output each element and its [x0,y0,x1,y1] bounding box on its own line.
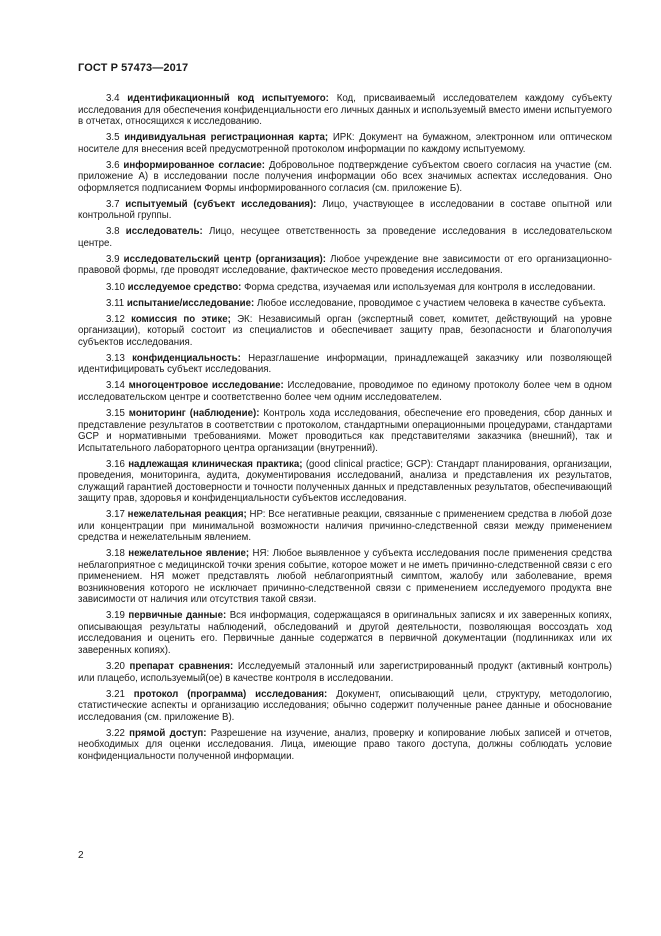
term-title: комиссия по этике; [131,313,231,325]
term-title: информированное согласие: [123,159,265,171]
term-entry [78,298,612,310]
term-definition: Разрешение на изучение, анализ, проверку и копирование любых записей и отчетов, необходимых для оценки исследования. Лица, имеющие право такого доступа, должны соблюдать условие конфиденциальности полученной информации. [78,727,612,762]
term-definition: Исследуемый эталонный или зарегистрированный продукт (активный контроль) или плацебо, используемый(ое) в качестве контроля в исследовании. [78,661,612,684]
term-number: 3.14 [106,380,125,392]
term-number: 3.10 [106,281,125,293]
term-number: 3.18 [106,548,125,560]
term-number: 3.22 [106,727,125,739]
term-entry [78,353,612,376]
term-title: первичные данные: [128,610,227,622]
term-entry [78,509,612,544]
term-entry [78,689,612,724]
document-header: ГОСТ Р 57473—2017 [78,62,189,74]
term-entry [78,661,612,684]
term-definition: (good clinical practice; GCP): Стандарт планирования, организации, проведения, мониторинга, аудита, документирования исследований, анализа и представления их результатов, служащий гарантией достоверности и точности полученных данных и представленных результатов, обеспечивающий защиту прав, здоровья и конфиденциальности субъектов исследования. [78,458,612,505]
term-entry [78,160,612,195]
term-entry [78,459,612,505]
term-definition: ИРК: Документ на бумажном, электронном или оптическом носителе для внесения всей предусмотренной протоколом информации по каждому испытуемому. [78,132,612,155]
term-definition: Исследование, проводимое по единому протоколу более чем в одном исследовательском центре и соответственно более чем одним исследователем. [78,380,612,403]
term-number: 3.9 [106,253,120,265]
term-entry [78,254,612,277]
term-number: 3.12 [106,313,125,325]
term-title: исследуемое средство: [127,281,242,293]
term-number: 3.15 [106,408,125,420]
term-title: исследовательский центр (организация): [123,253,326,265]
term-definition: Любое учреждение вне зависимости от его организационно-правовой формы, где проводят исследование, фактическое место проведения исследования. [78,253,612,277]
page-number: 2 [78,850,84,861]
term-number: 3.6 [106,159,120,171]
term-definition: Лицо, участвующее в исследовании в составе опытной или контрольной группы. [78,198,612,222]
term-number: 3.7 [106,198,120,210]
term-entry [78,314,612,349]
term-entry [78,610,612,656]
term-number: 3.8 [106,226,120,238]
term-entry [78,380,612,403]
term-title: конфиденциальность: [132,352,241,364]
term-definition: Форма средства, изучаемая или используемая для контроля в исследовании. [244,281,596,293]
term-title: нежелательное явление; [128,548,250,560]
term-number: 3.19 [106,610,125,622]
term-entry [78,728,612,763]
term-entry [78,226,612,249]
term-definition: Документ, описывающий цели, структуру, методологию, статистические аспекты и организацию исследования; обычно содержит полученные ранее данные и обоснование исследования (см. приложение В). [78,688,612,723]
term-number: 3.5 [106,132,120,144]
term-title: исследователь: [125,226,203,238]
term-entry [78,199,612,222]
term-entry [78,132,612,155]
term-title: протокол (программа) исследования: [133,688,328,700]
term-title: испытуемый (субъект исследования): [125,198,317,210]
term-definition: Любое исследование, проводимое с участием человека в качестве субъекта. [256,297,606,309]
term-number: 3.13 [106,352,125,364]
term-number: 3.4 [106,93,120,104]
term-title: нежелательная реакция; [127,509,247,521]
term-definition: НЯ: Любое выявленное у субъекта исследования после применения средства неблагоприятное с медицинской точки зрения событие, которое может и не иметь причинно-следственной связи с его применением. НЯ может представлять любой неблагоприятный симптом, жалобу или заболевание, время возникновения которого не исключает причинно-следственной связи с применением исследуемого продукта вне зависимости от наличия или отсутствия такой связи. [78,548,612,606]
term-entry [78,548,612,606]
term-number: 3.21 [106,688,125,700]
terms-section [78,93,612,767]
term-entry [78,282,612,294]
term-definition: Вся информация, содержащаяся в оригинальных записях и их заверенных копиях, описывающая результаты наблюдений, обследований и другой деятельности, позволяющая воссоздать ход исследования и оценить его. Первичные данные содержатся в первичной документации (подлинниках или их заверенных копиях). [78,610,612,656]
term-definition: НР: Все негативные реакции, связанные с применением средства в любой дозе или концентрации при минимальной возможности наличия причинно-следственной связи между применением средства и нежелательным явлением. [78,509,612,544]
term-definition: Неразглашение информации, принадлежащей заказчику или позволяющей идентифицировать субъект исследования. [78,352,612,376]
term-title: испытание/исследование: [126,297,255,309]
term-title: прямой доступ: [129,727,207,739]
term-title: индивидуальная регистрационная карта; [124,132,329,144]
term-definition: Добровольное подтверждение субъектом своего согласия на участие (см. приложение А) в исследовании после получения информации обо всех значимых аспектах исследования. Оно оформляется подписанием Формы информированного согласия (см. приложение Б). [78,159,612,194]
term-number: 3.16 [106,458,125,470]
term-title: многоцентровое исследование: [128,380,284,392]
term-number: 3.11 [106,297,125,309]
term-title: идентификационный код испытуемого: [127,93,329,104]
term-definition: ЭК: Независимый орган (экспертный совет, комитет, действующий на уровне организации), который состоит из специалистов и обеспечивает защиту прав, безопасности и благополучия субъектов исследования. [78,313,612,348]
term-number: 3.20 [106,661,125,672]
term-entry [78,93,612,128]
term-title: надлежащая клиническая практика; [128,458,303,470]
term-definition: Код, присваиваемый исследователем каждому субъекту исследования для обеспечения конфиденциальности его личных данных и используемый вместо имени испытуемого в отчетах, относящихся к исследованию. [78,93,612,127]
term-entry [78,408,612,454]
term-title: препарат сравнения: [129,661,234,672]
term-definition: Лицо, несущее ответственность за проведение исследования в исследовательском центре. [78,226,612,249]
term-definition: Контроль хода исследования, обеспечение его проведения, сбор данных и представление результатов в соответствии с протоколом, стандартными операционными процедурами, стандартами GCP и нормативными требованиями. Может проводиться как представителями заказчика (внешний), так и Испытательного лабораторного центра организации (внутренний). [78,408,612,454]
term-title: мониторинг (наблюдение): [128,408,260,420]
term-number: 3.17 [106,509,125,521]
